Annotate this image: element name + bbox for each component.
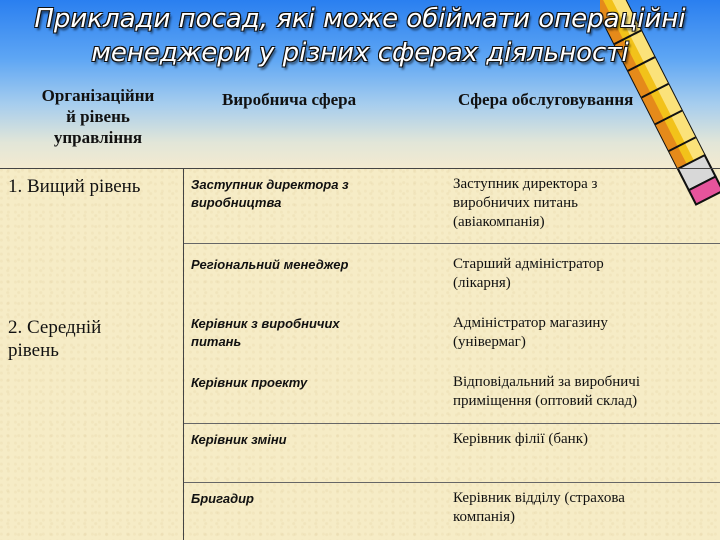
table-row: Бригадир <box>191 491 255 506</box>
header-production: Виробнича сфера <box>222 90 357 109</box>
table-row: Старший адміністратор (лікарня) <box>453 256 604 291</box>
table-row: Керівник з виробничих питань <box>191 316 340 349</box>
table-row: Заступник директора з виробництва <box>191 177 349 210</box>
table-row: Відповідальний за виробничі приміщення (оптовий склад) <box>453 374 641 409</box>
header-divider <box>0 168 720 169</box>
row-divider <box>184 423 720 424</box>
title-line-2: менеджери у різних сферах діяльності <box>91 38 629 68</box>
table-row: Адміністратор магазину (універмаг) <box>453 315 608 350</box>
header-org-level: Організаційни й рівень управління <box>41 86 155 147</box>
header-services: Сфера обслуговування <box>458 90 634 109</box>
row-divider <box>184 243 720 244</box>
table-column-divider <box>183 168 184 540</box>
table-row: Заступник директора з виробничих питань (авіакомпанія) <box>453 176 598 230</box>
level-top: 1. Вищий рівень <box>8 176 141 197</box>
row-divider <box>184 482 720 483</box>
table-row: Керівник відділу (страхова компанія) <box>453 490 625 525</box>
table-row: Керівник проекту <box>191 375 308 390</box>
title-line-1: Приклади посад, які може обіймати операційні <box>34 4 686 34</box>
level-middle: 2. Середній рівень <box>8 317 102 361</box>
table-row: Керівник зміни <box>191 432 287 447</box>
table-row: Керівник філії (банк) <box>453 431 588 447</box>
table-row: Регіональний менеджер <box>191 257 349 272</box>
slide-title <box>0 2 720 70</box>
